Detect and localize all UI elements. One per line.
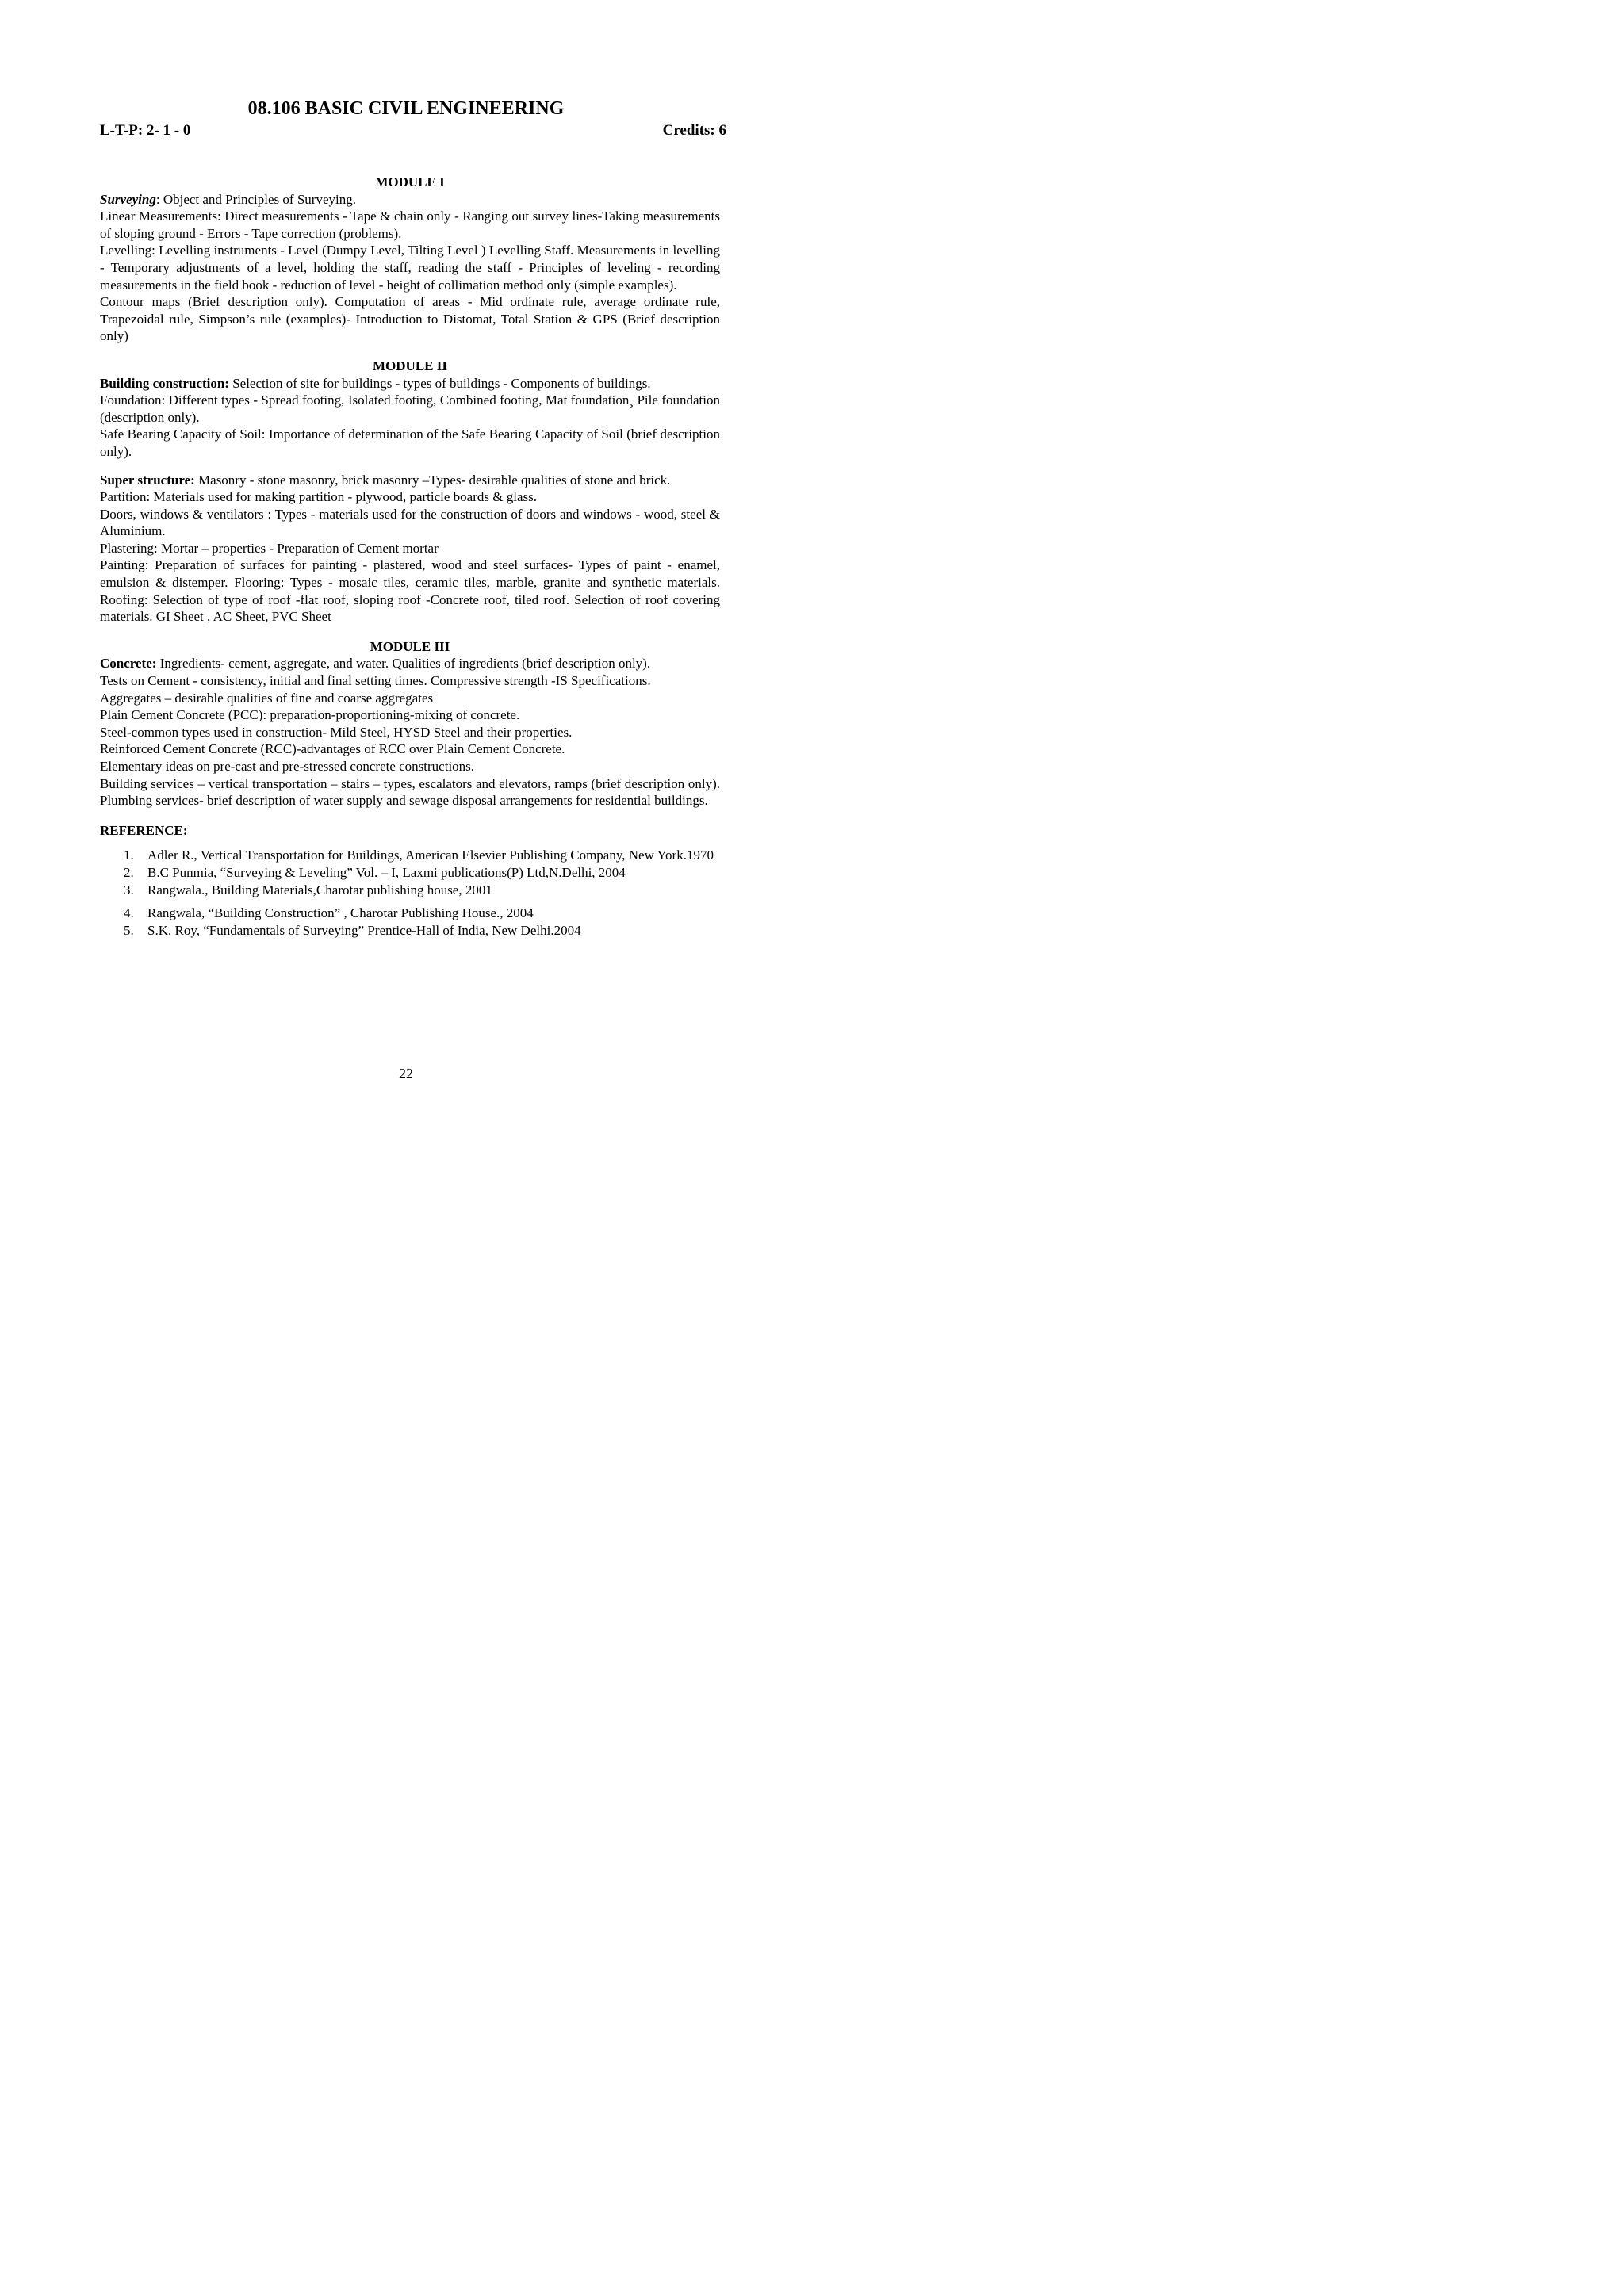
module-2-foundation: Foundation: Different types - Spread footing, Isolated footing, Combined footing, Mat foundation¸ Pile foundation (description only). [100,392,720,425]
module-1-levelling: Levelling: Levelling instruments - Level (Dumpy Level, Tilting Level ) Levelling Staff. Measurements in levelling - Temporary adjustments of a level, holding the staff, reading the staff - Principles of leveling - recording measurements in the field book - reduction of level - height of collimation method only (simple examples). [100,243,720,293]
module-2-partition: Partition: Materials used for making partition - plywood, particle boards & glass. [100,489,537,505]
module-1-contour: Contour maps (Brief description only). Computation of areas - Mid ordinate rule, average ordinate rule, Trapezoidal rule, Simpson’s rule (examples)- Introduction to Distomat, Total Station & GPS (Brief description only) [100,294,720,344]
module-3-rcc: Reinforced Cement Concrete (RCC)-advantages of RCC over Plain Cement Concrete. [100,741,565,757]
reference-list [100,847,720,939]
credits-label: Credits: 6 [662,122,726,139]
concrete-rest: Ingredients- cement, aggregate, and water. Qualities of ingredients (brief description only). [156,656,651,672]
module-1-heading: MODULE I [375,174,445,189]
document-page [0,0,812,1148]
module-3-precast: Elementary ideas on pre-cast and pre-stressed concrete constructions. [100,759,475,774]
module-1-linear: Linear Measurements: Direct measurements - Tape & chain only - Ranging out survey lines-Taking measurements of sloping ground - Errors - Tape correction (problems). [100,209,720,241]
module-3-aggregates: Aggregates – desirable qualities of fine and coarse aggregates [100,690,434,706]
module-2-building [100,375,720,392]
superstructure-rest: Masonry - stone masonry, brick masonry –Types- desirable qualities of stone and brick. [194,472,671,488]
module-3-pcc: Plain Cement Concrete (PCC): preparation-proportioning-mixing of concrete. [100,707,520,723]
module-3-concrete [100,655,720,672]
module-3-steel: Steel-common types used in construction- Mild Steel, HYSD Steel and their properties. [100,724,573,740]
module-2-plastering: Plastering: Mortar – properties - Preparation of Cement mortar [100,540,439,556]
module-2-superstructure [100,472,720,489]
syllabus-body [100,174,720,939]
module-3-services: Building services – vertical transportation – stairs – types, escalators and elevators, ramps (brief description only). Plumbing services- brief description of water supply and sewage disposal arrangements for residential buildings. [100,775,720,809]
module-2-painting: Painting: Preparation of surfaces for painting - plastered, wood and steel surfaces- Types of paint - enamel, emulsion & distemper. Flooring: Types - mosaic tiles, ceramic tiles, marble, granite and synthetic materials. Roofing: Selection of type of roof -flat roof, sloping roof -Concrete roof, tiled roof. Selection of roof covering materials. GI Sheet , AC Sheet, PVC Sheet [100,557,720,625]
surveying-lead: Surveying [100,191,156,207]
module-3-heading: MODULE III [370,638,450,654]
module-2-doors: Doors, windows & ventilators : Types - materials used for the construction of doors and windows - wood, steel & Aluminium. [100,506,720,539]
reference-item: 1. Adler R., Vertical Transportation for Buildings, American Elsevier Publishing Company, New York.1970 [124,848,714,863]
building-rest: Selection of site for buildings - types of buildings - Components of buildings. [228,375,651,391]
reference-item: 4. Rangwala, “Building Construction” , Charotar Publishing House., 2004 [124,905,534,921]
course-title: 08.106 BASIC CIVIL ENGINEERING [247,98,565,119]
surveying-rest: : Object and Principles of Surveying. [155,191,356,207]
superstructure-lead: Super structure: [100,472,195,488]
reference-item: 2. B.C Punmia, “Surveying & Leveling” Vol. – I, Laxmi publications(P) Ltd,N.Delhi, 2004 [124,864,626,880]
page-number: 22 [399,1066,413,1081]
concrete-lead: Concrete: [100,656,157,672]
reference-heading: REFERENCE: [100,822,188,838]
module-2-heading: MODULE II [373,358,447,373]
ltp-label: L-T-P: 2- 1 - 0 [100,122,191,139]
reference-item: 3. Rangwala., Building Materials,Charotar publishing house, 2001 [124,882,492,897]
reference-item: 5. S.K. Roy, “Fundamentals of Surveying” Prentice-Hall of India, New Delhi.2004 [124,922,581,938]
module-3-tests: Tests on Cement - consistency, initial and final setting times. Compressive strength -IS Specifications. [100,673,651,689]
module-1-surveying [100,191,720,209]
module-2-sbc: Safe Bearing Capacity of Soil: Importance of determination of the Safe Bearing Capacity of Soil (brief description only). [100,427,720,459]
building-lead: Building construction: [100,375,229,391]
